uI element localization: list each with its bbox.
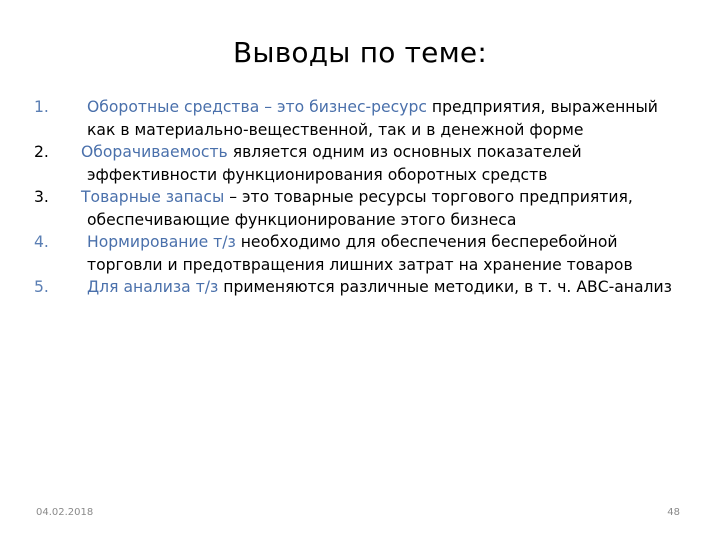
item-number: 2. xyxy=(34,143,49,161)
slide-title: Выводы по теме: xyxy=(233,36,487,69)
footer-date: 04.02.2018 xyxy=(36,507,94,518)
list-item xyxy=(34,96,684,141)
item-highlight: Оборачиваемость xyxy=(81,143,228,161)
item-number: 3. xyxy=(34,188,49,206)
item-highlight: Оборотные средства – это бизнес-ресурс xyxy=(87,98,427,116)
item-text: является одним из основных показателей эффективности функционирования оборотных средств xyxy=(87,143,582,184)
item-highlight: Нормирование т/з xyxy=(87,233,236,251)
item-highlight: Товарные запасы xyxy=(81,188,225,206)
list-item xyxy=(34,231,684,276)
list-item xyxy=(34,141,684,186)
item-number: 5. xyxy=(34,278,49,296)
item-text: необходимо для обеспечения бесперебойной торговли и предотвращения лишних затрат на хранение товаров xyxy=(87,233,633,274)
page-number: 48 xyxy=(667,507,680,518)
item-text: применяются различные методики, в т. ч. АВС-анализ xyxy=(218,278,672,296)
item-number: 4. xyxy=(34,233,49,251)
item-text: предприятия, выраженный как в материально-вещественной, так и в денежной форме xyxy=(87,98,658,139)
item-number: 1. xyxy=(34,98,49,116)
item-text: – это товарные ресурсы торгового предприятия, обеспечивающие функционирование этого бизнеса xyxy=(87,188,633,229)
item-highlight: Для анализа т/з xyxy=(87,278,219,296)
list-item xyxy=(34,276,684,299)
conclusions-list xyxy=(34,96,684,299)
list-item xyxy=(34,186,684,231)
